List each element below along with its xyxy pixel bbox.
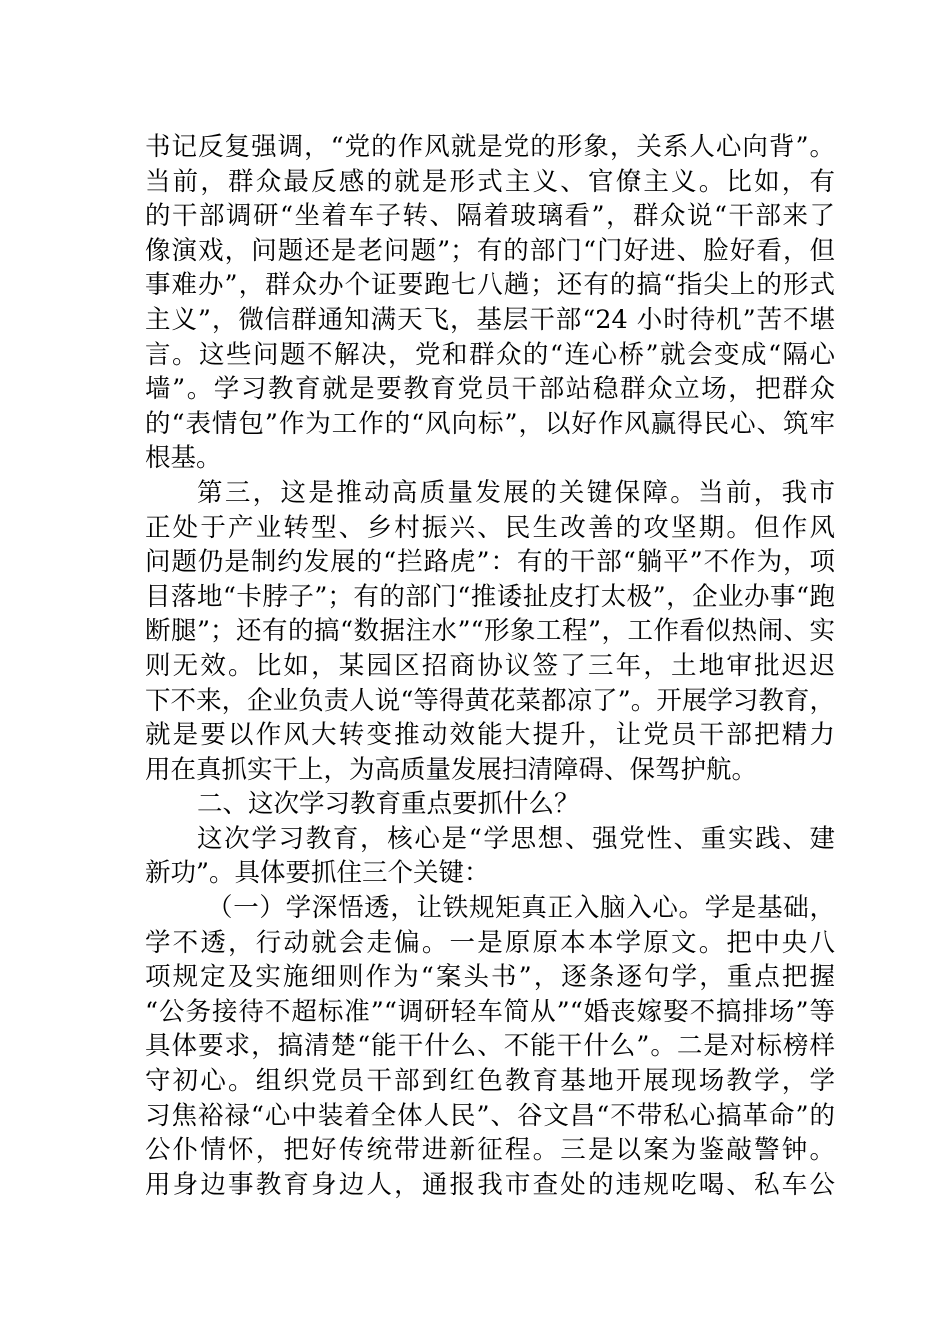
- text-line: 公仆情怀，把好传统带进新征程。三是以案为鉴敲警钟。: [145, 1135, 835, 1166]
- text-line: 像演戏，问题还是老问题”；有的部门“门好进、脸好看，但: [145, 235, 835, 266]
- text-line: 书记反复强调，“党的作风就是党的形象，关系人心向背”。: [145, 132, 835, 162]
- text-line: 就是要以作风大转变推动效能大提升，让党员干部把精力: [145, 720, 835, 751]
- text-line: “公务接待不超标准”“调研轻车简从”“婚丧嫁娶不搞排场”等: [145, 996, 835, 1027]
- text-line: （一）学深悟透，让铁规矩真正入脑入心。学是基础，: [207, 893, 835, 924]
- text-line: 墙”。学习教育就是要教育党员干部站稳群众立场，把群众: [145, 374, 835, 405]
- paragraph-core: [145, 822, 835, 891]
- text-line: 则无效。比如，某园区招商协议签了三年，土地审批迟迟: [145, 650, 835, 681]
- text-line: 目落地“卡脖子”；有的部门“推诿扯皮打太极”，企业办事“跑: [145, 581, 835, 612]
- text-line: 学不透，行动就会走偏。一是原原本本学原文。把中央八: [145, 927, 835, 958]
- text-line: 具体要求，搞清楚“能干什么、不能干什么”。二是对标榜样: [145, 1031, 835, 1062]
- text-line: 第三，这是推动高质量发展的关键保障。当前，我市: [197, 477, 835, 508]
- body-text: [145, 130, 835, 1202]
- text-line: 的“表情包”作为工作的“风向标”，以好作风赢得民心、筑牢: [145, 408, 835, 439]
- text-line: 习焦裕禄“心中装着全体人民”、谷文昌“不带私心搞革命”的: [145, 1100, 835, 1131]
- paragraph-continuation: [145, 130, 835, 476]
- text-line: 新功”。具体要抓住三个关键：: [145, 858, 490, 889]
- text-line: 事难办”，群众办个证要跑七八趟；还有的搞“指尖上的形式: [145, 270, 835, 301]
- text-line: 根基。: [145, 443, 222, 474]
- text-line: 问题仍是制约发展的“拦路虎”：有的干部“躺平”不作为，项: [145, 547, 835, 578]
- text-line: 用身边事教育身边人，通报我市查处的违规吃喝、私车公: [145, 1169, 835, 1200]
- paragraph-third-point: [145, 476, 835, 787]
- text-line: 守初心。组织党员干部到红色教育基地开展现场教学，学: [145, 1066, 835, 1097]
- text-line: 下不来，企业负责人说“等得黄花菜都凉了”。开展学习教育，: [145, 685, 835, 716]
- text-line: 用在真抓实干上，为高质量发展扫清障碍、保驾护航。: [145, 754, 758, 785]
- text-line: 的干部调研“坐着车子转、隔着玻璃看”，群众说“干部来了: [145, 201, 835, 232]
- text-line: 当前，群众最反感的就是形式主义、官僚主义。比如，有: [145, 166, 835, 197]
- section-heading-two: [145, 787, 835, 822]
- text-line: 二、这次学习教育重点要抓什么？: [197, 789, 580, 820]
- text-line: 言。这些问题不解决，党和群众的“连心桥”就会变成“隔心: [145, 339, 835, 370]
- text-line: 这次学习教育，核心是“学思想、强党性、重实践、建: [197, 823, 835, 854]
- text-line: 项规定及实施细则作为“案头书”，逐条逐句学，重点把握: [145, 962, 835, 993]
- paragraph-key-one: [145, 891, 835, 1202]
- text-line: 正处于产业转型、乡村振兴、民生改善的攻坚期。但作风: [145, 512, 835, 543]
- text-line: 断腿”；还有的搞“数据注水”“形象工程”，工作看似热闹、实: [145, 616, 835, 647]
- text-line: 主义”，微信群通知满天飞，基层干部“24 小时待机”苦不堪: [145, 304, 835, 335]
